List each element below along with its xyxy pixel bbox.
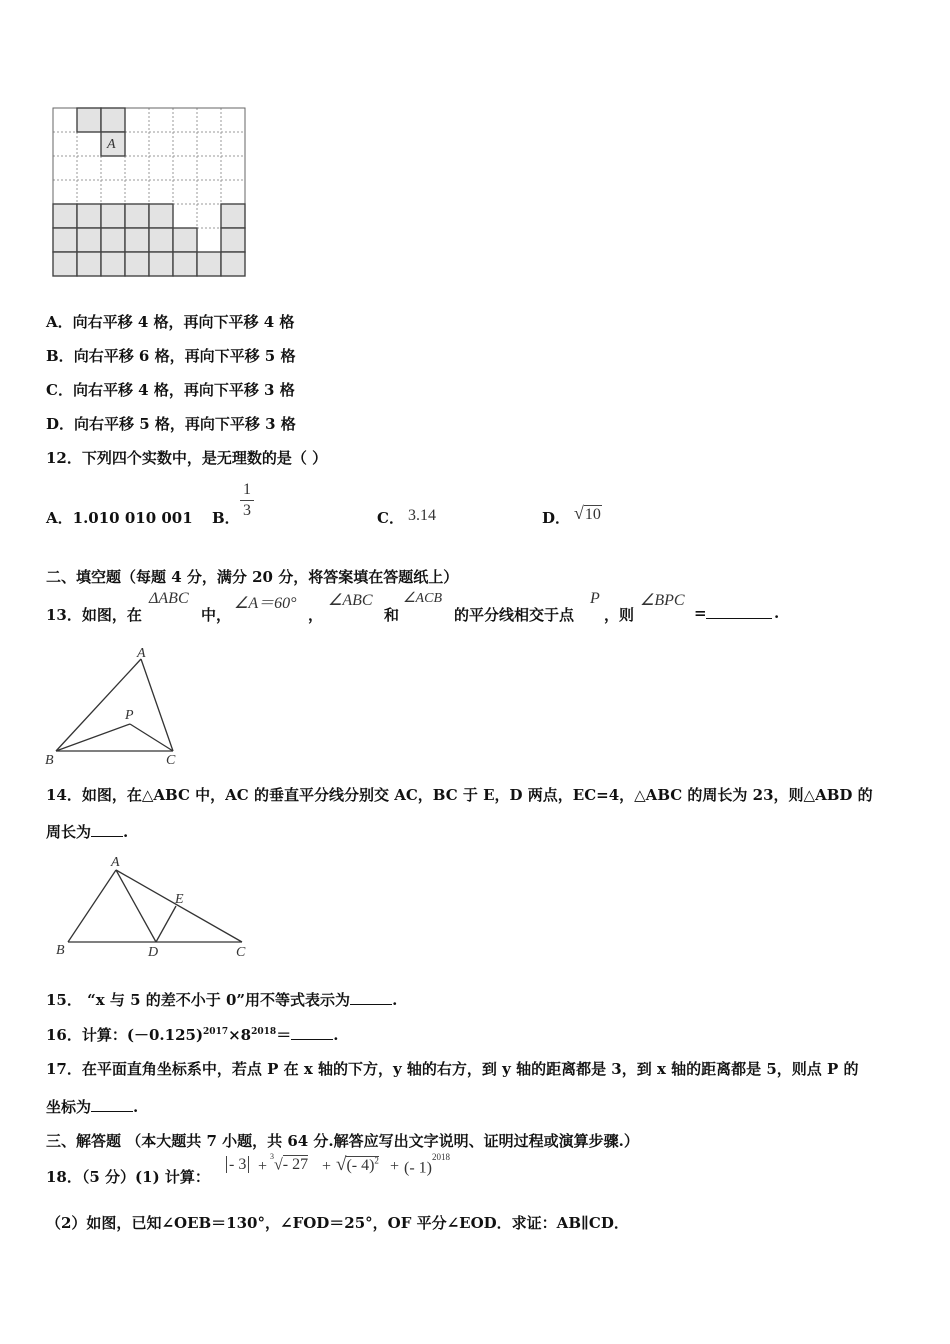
fraction-numerator: 1 [243,481,251,498]
q11-option-c: C．向右平移 4 格，再向下平移 3 格 [46,381,295,399]
q11-option-d: D．向右平移 5 格，再向下平移 3 格 [46,415,296,433]
q12-stem: 12．下列四个实数中，是无理数的是（ ） [46,449,328,467]
abs-expression: - 3 [226,1156,249,1174]
q14-line-2: 周长为 . [46,823,129,841]
q11-option-a: A．向右平移 4 格，再向下平移 4 格 [46,313,295,331]
q17-answer-blank[interactable] [91,1097,133,1112]
q14-line-1: 14．如图，在△ABC 中，AC 的垂直平分线分别交 AC，BC 于 E，D 两点，EC=4，△ABC 的周长为 23，则△ABD 的 [46,786,873,804]
fig13-label-p: P [125,708,134,723]
translation-grid-figure [48,104,250,280]
figure-13-triangle [40,640,190,768]
q12-sqrt: √10 [574,503,601,523]
square-root: √(- 4)$^2$ [336,1154,379,1175]
q12-fraction [240,481,254,520]
q15: 15． “x 与 5 的差不小于 0”用不等式表示为 . [46,991,398,1009]
grid-label-a: A [107,137,116,152]
q12-option-c-value: 3.14 [408,507,436,524]
fig13-label-c: C [166,753,176,768]
q12-option-a: A．1.010 010 001 [46,509,193,527]
fig14-label-e: E [175,892,184,907]
q12-option-d-letter: D． [542,509,571,527]
q17-line-1: 17．在平面直角坐标系中，若点 P 在 x 轴的下方，y 轴的右方，到 y 轴的距离都是 3，到 x 轴的距离都是 5，则点 P 的 [46,1060,859,1078]
section-2-title: 二、填空题（每题 4 分，满分 20 分，将答案填在答题纸上） [46,568,459,586]
q18-part-2: （2）如图，已知∠OEB＝130°，∠FOD＝25°，OF 平分∠EOD．求证：AB∥CD． [46,1214,629,1232]
q13-text: 13．如图，在 ΔABC 中， ∠A＝60° ， ∠ABC 和 ∠ACB 的平分线相交于点 P ，则 ∠BPC = . [46,590,780,624]
fig13-label-b: B [45,753,54,768]
q11-option-b: B．向右平移 6 格，再向下平移 5 格 [46,347,296,365]
q16: 16．计算：$(-0.125)^{2017}\times 8^{2018}=$ . [46,1026,339,1044]
q12-option-c-letter: C． [377,509,404,527]
fig14-label-b: B [56,943,65,958]
q16-answer-blank[interactable] [291,1025,333,1040]
shape-a [77,108,125,156]
q13-answer-blank[interactable] [706,604,772,619]
q14-answer-blank[interactable] [91,822,123,837]
fig14-label-d: D [148,945,159,960]
q12-option-b-letter: B． [212,509,240,527]
q18-part-1: 18．（5 分）(1) 计算： - 3 + $^3$√- 27 + √(- 4)$^2$ + (- 1)$^{2018}$ [46,1152,450,1186]
q17-line-2: 坐标为 . [46,1098,139,1116]
fig14-label-c: C [236,945,246,960]
fig13-label-a: A [137,646,146,661]
section-3-title: 三、解答题 （本大题共 7 小题，共 64 分.解答应写出文字说明、证明过程或演算步骤.） [46,1132,639,1150]
power-expression: (- 1)$^{2018}$ [404,1152,450,1177]
figure-14-triangle [52,850,252,962]
cube-root: $^3$√- 27 [270,1152,309,1174]
fraction-denominator: 3 [243,502,251,519]
q15-answer-blank[interactable] [350,990,392,1005]
fig14-label-a: A [111,855,120,870]
